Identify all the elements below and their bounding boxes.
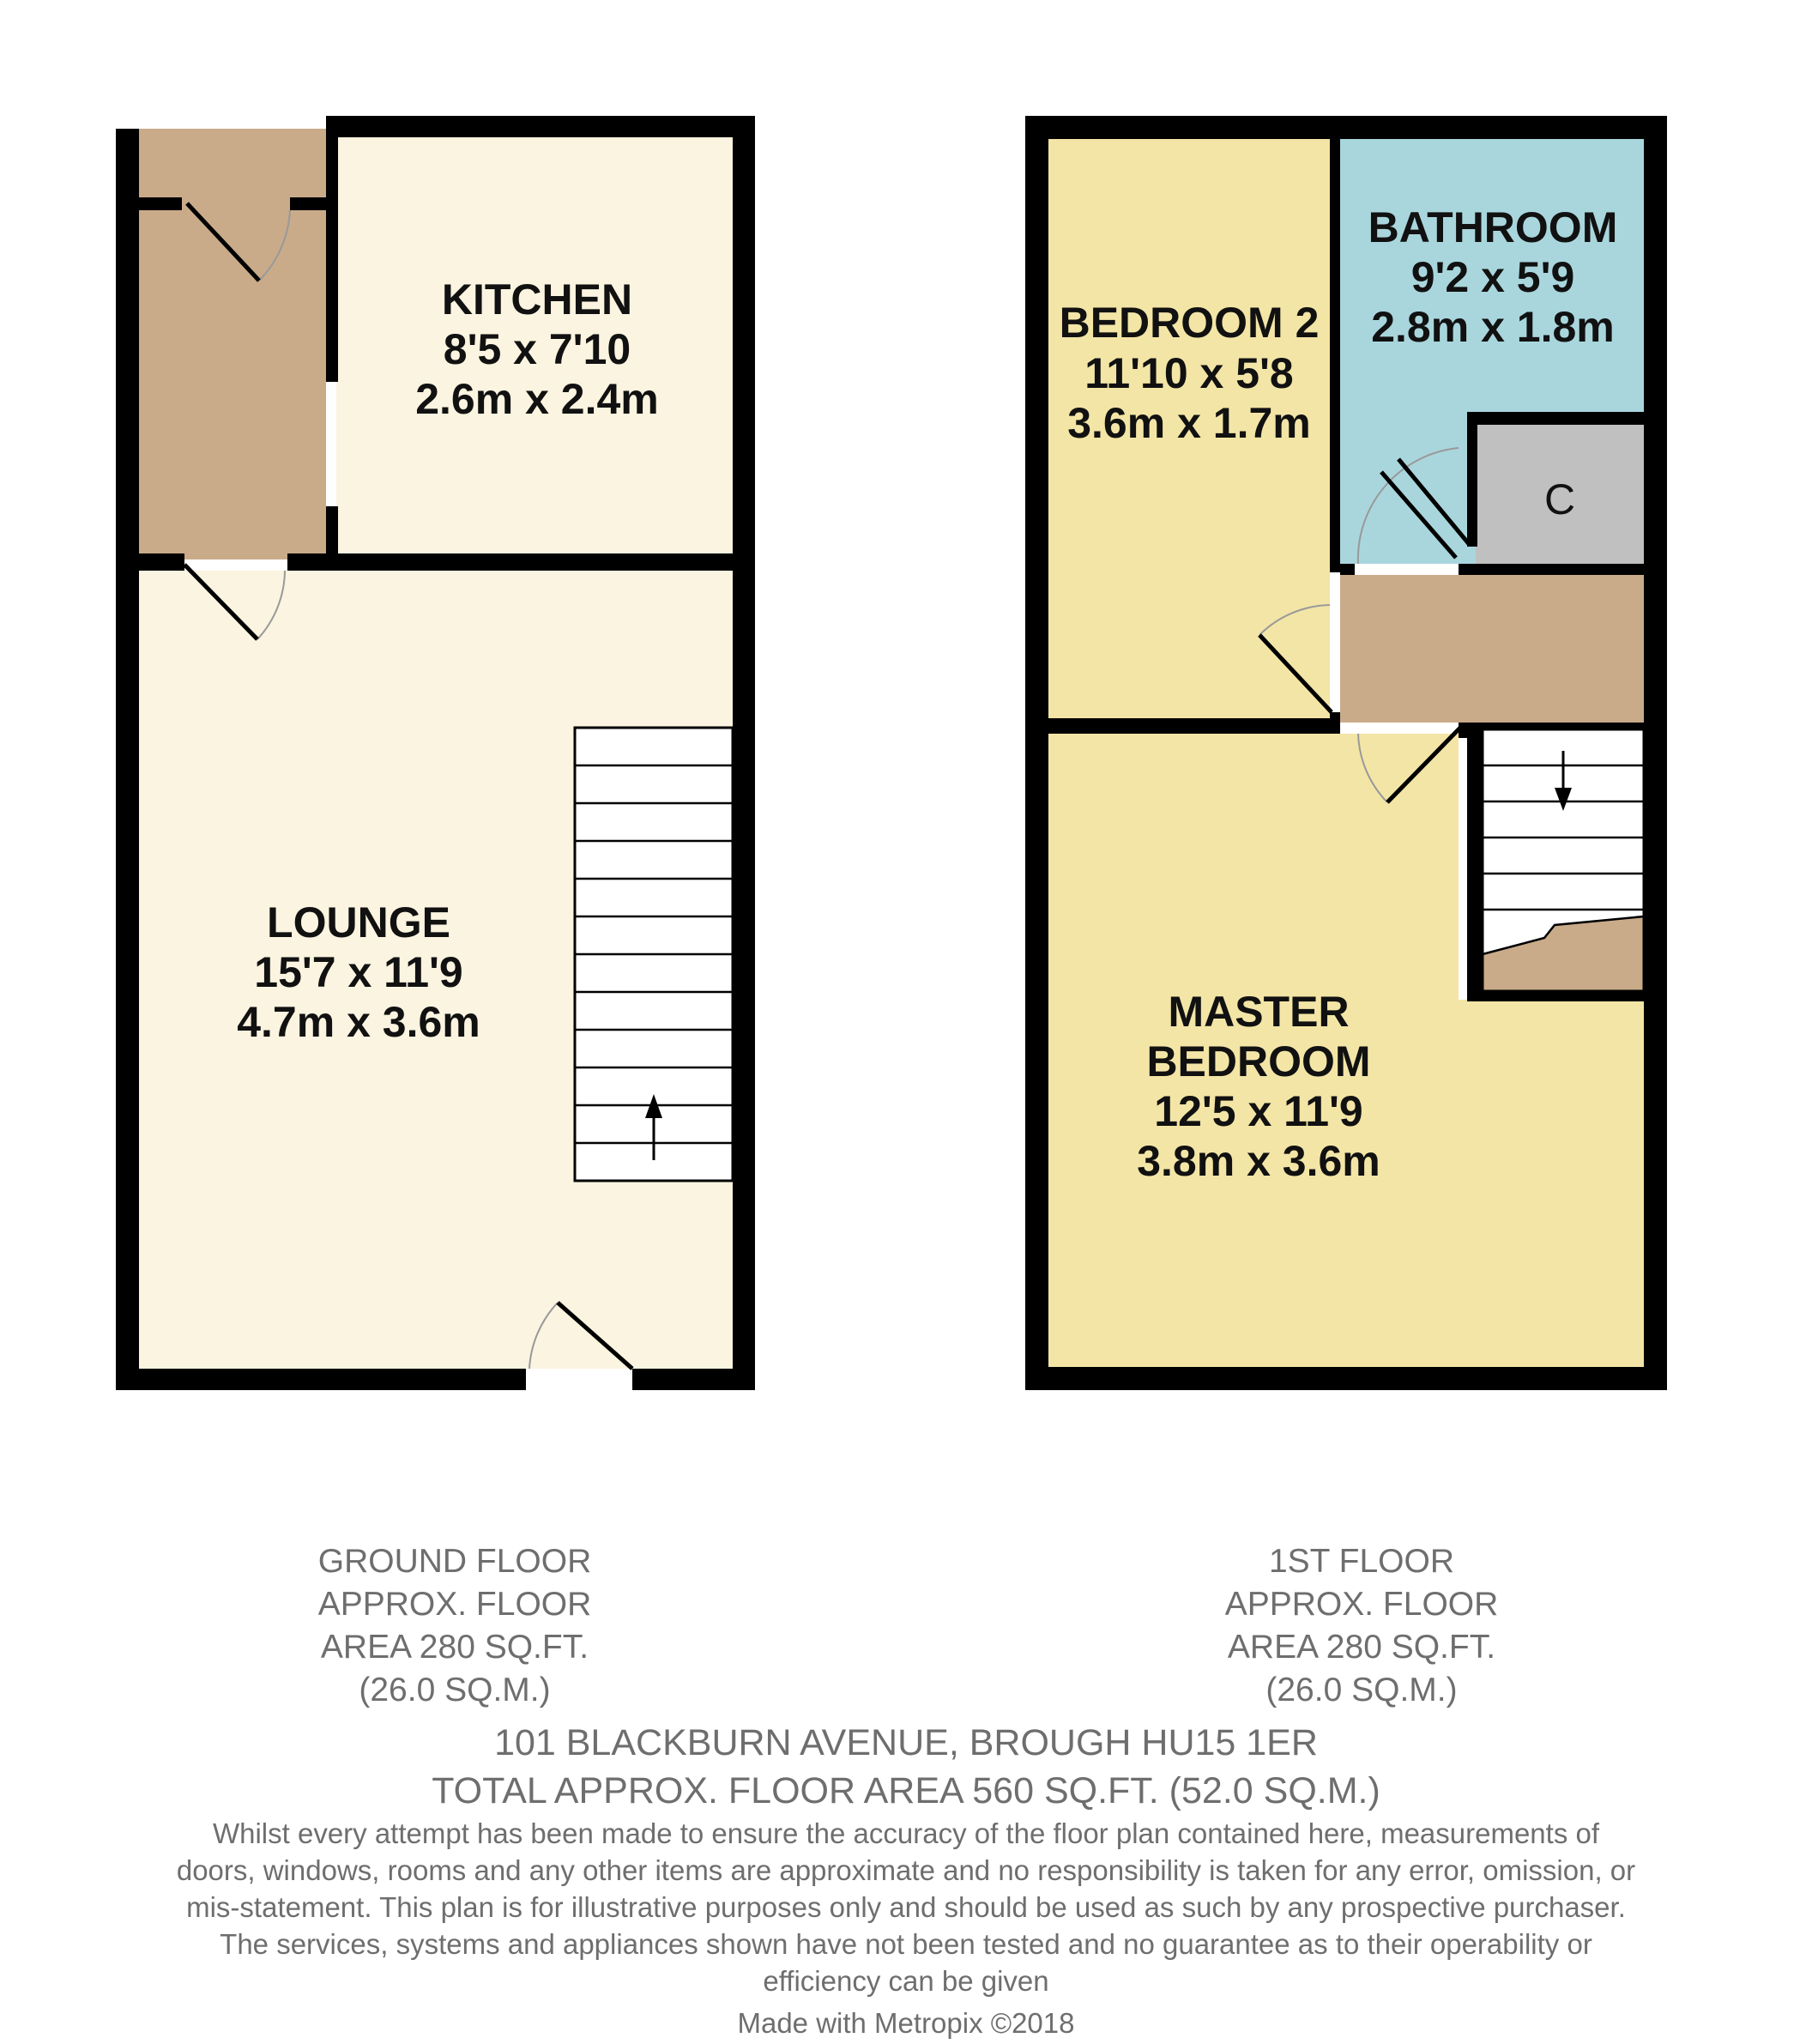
first-floor-caption-line4: (26.0 SQ.M.) xyxy=(1265,1672,1458,1708)
gf-wall-top-kitchen xyxy=(329,116,755,137)
ff-wall-bed2-bottom xyxy=(1048,718,1340,734)
first-floor-caption-line2: APPROX. FLOOR xyxy=(1224,1586,1499,1623)
ground-floor-caption-line3: AREA 280 SQ.FT. xyxy=(320,1629,589,1666)
gf-wall-hall-stub-right xyxy=(290,197,326,210)
ff-wall-bottom xyxy=(1025,1367,1667,1390)
address-block xyxy=(0,1719,1812,1815)
first-floor-caption-line3: AREA 280 SQ.FT. xyxy=(1227,1629,1496,1666)
gf-wall-right xyxy=(733,116,755,1390)
bedroom2-metric: 3.6m x 1.7m xyxy=(1067,399,1311,447)
kitchen-imperial: 8'5 x 7'10 xyxy=(443,325,631,373)
lounge-imperial: 15'7 x 11'9 xyxy=(254,948,463,996)
ff-wall-left xyxy=(1025,116,1048,1390)
gf-wall-hall-stub-left xyxy=(139,197,182,210)
landing-fill xyxy=(1340,575,1644,723)
ground-floor-plan xyxy=(116,116,755,1390)
total-floor-area: TOTAL APPROX. FLOOR AREA 560 SQ.FT. (52.0 SQ.M.) xyxy=(432,1770,1380,1811)
bathroom-name: BATHROOM xyxy=(1368,203,1618,251)
master-bedroom-name-line1: MASTER xyxy=(1168,988,1350,1036)
ground-hall-fill xyxy=(139,129,326,559)
gf-wall-hall-lower-right xyxy=(287,553,755,571)
first-floor-plan xyxy=(1025,116,1667,1390)
ff-wall-bed2-bath xyxy=(1330,139,1340,572)
ff-wall-stair-bottom xyxy=(1467,991,1667,1001)
bathroom-metric: 2.8m x 1.8m xyxy=(1371,303,1615,351)
gf-staircase xyxy=(575,728,733,1181)
master-bedroom-imperial: 12'5 x 11'9 xyxy=(1154,1087,1363,1135)
master-bedroom-metric: 3.8m x 3.6m xyxy=(1137,1137,1380,1185)
cupboard-label: C xyxy=(1543,475,1576,523)
gf-wall-hall-lower-left xyxy=(116,553,184,571)
kitchen-name: KITCHEN xyxy=(441,275,633,324)
bedroom2-name: BEDROOM 2 xyxy=(1059,299,1320,347)
first-floor-caption xyxy=(1104,1540,1619,1712)
gf-wall-left xyxy=(116,129,139,1390)
lounge-name: LOUNGE xyxy=(267,898,450,946)
bathroom-imperial: 9'2 x 5'9 xyxy=(1410,253,1575,301)
ground-floor-caption-line2: APPROX. FLOOR xyxy=(317,1586,592,1623)
disclaimer-text: Whilst every attempt has been made to ensure the accuracy of the floor plan contained here, measurements of doors, windows, rooms and any other items are approximate and no responsibility is taken for any error, omission, or mis-statement. This plan is for illustrative purposes only and should be used as such by any prospective purchaser. The services, systems and appliances shown have not been tested and no guarantee as to their operability or efficiency can be given xyxy=(176,1817,1636,1997)
ff-wall-cupboard-left xyxy=(1467,412,1477,547)
ff-wall-cupboard-bottom xyxy=(1459,564,1667,575)
gf-wall-bottom-right xyxy=(632,1369,755,1390)
metropix-credit: Made with Metropix ©2018 xyxy=(737,2007,1075,2039)
lounge-metric: 4.7m x 3.6m xyxy=(237,998,480,1046)
gf-wall-bottom-left xyxy=(116,1369,526,1390)
first-floor-caption-line1: 1ST FLOOR xyxy=(1268,1543,1454,1580)
ff-wall-bath-landing xyxy=(1340,564,1355,575)
bedroom2-imperial: 11'10 x 5'8 xyxy=(1084,349,1294,397)
property-address: 101 BLACKBURN AVENUE, BROUGH HU15 1ER xyxy=(494,1722,1318,1763)
master-bedroom-name-line2: BEDROOM xyxy=(1146,1037,1371,1085)
ground-floor-caption-line1: GROUND FLOOR xyxy=(317,1543,592,1580)
gf-wall-hall-kitchen-upper xyxy=(326,116,338,382)
ff-wall-cupboard-top xyxy=(1467,412,1667,425)
ff-wall-stair-left xyxy=(1467,723,1483,1000)
ff-wall-right xyxy=(1644,116,1667,1390)
kitchen-metric: 2.6m x 2.4m xyxy=(415,375,659,423)
ff-wall-top xyxy=(1025,116,1667,139)
ground-floor-caption-line4: (26.0 SQ.M.) xyxy=(359,1672,551,1708)
ground-floor-caption xyxy=(197,1540,712,1712)
